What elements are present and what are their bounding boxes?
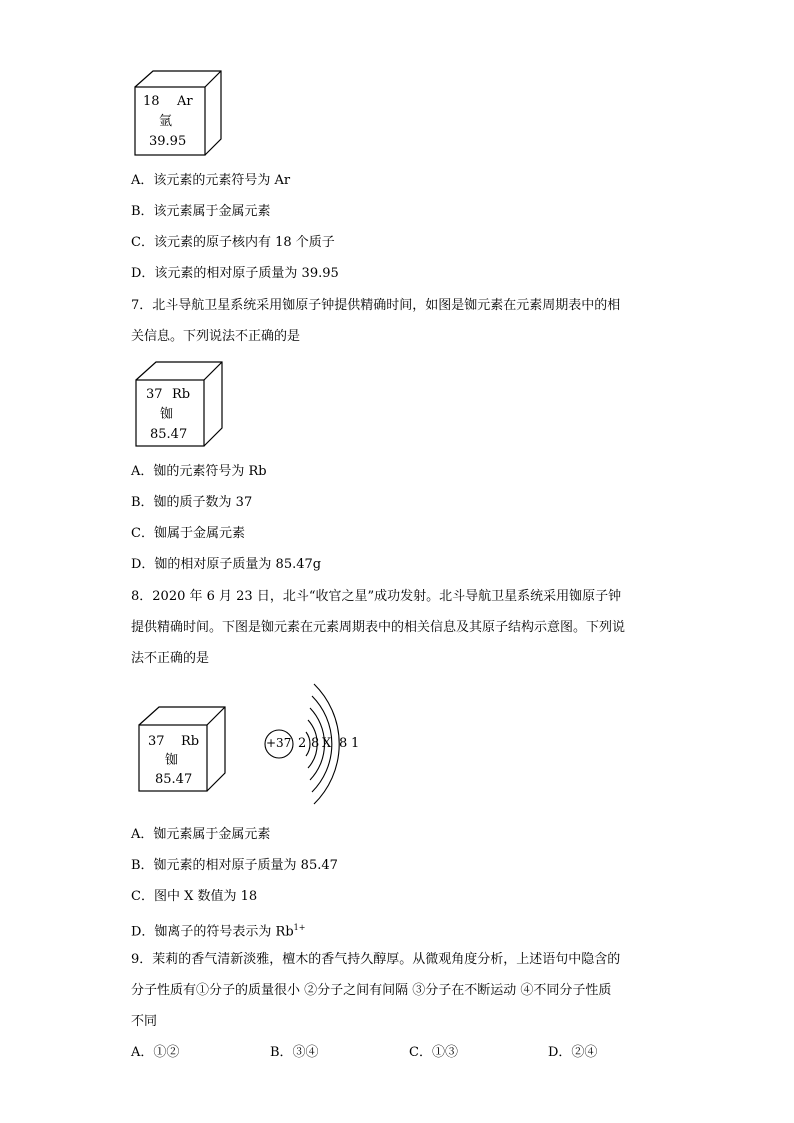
element-box-rubidium-2	[137, 705, 229, 793]
element-box-rubidium	[134, 360, 226, 448]
shell-3-electrons: X	[322, 736, 332, 751]
q6-option-c: C．该元素的原子核内有 18 个质子	[131, 235, 335, 250]
shell-1-electrons: 2	[298, 736, 307, 751]
q9-stem-line-2: 分子性质有①分子的质量很小 ②分子之间有间隔 ③分子在不断运动 ④不同分子性质	[131, 983, 612, 998]
element-name: 铷	[165, 753, 179, 768]
q7-stem-line-2: 关信息。下列说法不正确的是	[131, 329, 301, 344]
q7-option-c: C．铷属于金属元素	[131, 526, 245, 541]
q6-option-d: D．该元素的相对原子质量为 39.95	[131, 266, 339, 281]
atomic-mass: 85.47	[150, 427, 188, 442]
ion-charge: 1+	[293, 923, 306, 932]
q9-option-d: D．②④	[548, 1045, 598, 1060]
q7-option-d: D．铷的相对原子质量为 85.47g	[131, 557, 322, 572]
atomic-number: 37	[148, 734, 165, 749]
q9-option-c: C．①③	[409, 1045, 458, 1060]
q6-option-a: A．该元素的元素符号为 Ar	[131, 173, 291, 188]
q9-stem-line-3: 不同	[131, 1014, 158, 1029]
atomic-number: 18	[143, 94, 160, 109]
q8-stem-line-1: 8．2020 年 6 月 23 日，北斗“收官之星”成功发射。北斗导航卫星系统采用铷原子钟	[131, 589, 622, 604]
q8-option-d-text: D．铷离子的符号表示为 Rb	[131, 924, 294, 940]
q8-option-a: A．铷元素属于金属元素	[131, 827, 271, 842]
q8-stem-line-3: 法不正确的是	[131, 651, 210, 666]
q9-option-b: B．③④	[270, 1045, 319, 1060]
nucleus-charge: +37	[266, 736, 292, 750]
element-symbol: Ar	[177, 94, 193, 109]
shell-arc-1	[306, 732, 310, 756]
element-name: 氩	[159, 114, 173, 129]
q9-stem-line-1: 9．茉莉的香气清新淡雅，檀木的香气持久醇厚。从微观角度分析，上述语句中隐含的	[131, 952, 621, 967]
q8-stem-line-2: 提供精确时间。下图是铷元素在元素周期表中的相关信息及其原子结构示意图。下列说	[131, 620, 626, 635]
q7-stem-line-1: 7．北斗导航卫星系统采用铷原子钟提供精确时间，如图是铷元素在元素周期表中的相	[131, 298, 621, 313]
q8-option-b: B．铷元素的相对原子质量为 85.47	[131, 858, 338, 873]
element-name: 铷	[160, 407, 174, 422]
element-symbol: Rb	[181, 734, 200, 749]
atomic-number: 37	[146, 387, 163, 402]
atom-structure-diagram	[262, 680, 372, 805]
q7-option-a: A．铷的元素符号为 Rb	[131, 464, 267, 479]
atomic-mass: 85.47	[155, 772, 193, 787]
element-symbol: Rb	[172, 387, 191, 402]
q7-option-b: B．铷的质子数为 37	[131, 495, 253, 510]
q8-option-d	[131, 919, 305, 941]
q8-option-c: C．图中 X 数值为 18	[131, 889, 258, 904]
q6-option-b: B．该元素属于金属元素	[131, 204, 271, 219]
element-box-argon	[133, 69, 225, 157]
shell-2-electrons: 8	[311, 736, 320, 751]
shell-5-electrons: 1	[351, 736, 360, 751]
q9-option-a: A．①②	[131, 1045, 180, 1060]
shell-4-electrons: 8	[339, 736, 348, 751]
atomic-mass: 39.95	[149, 134, 187, 149]
